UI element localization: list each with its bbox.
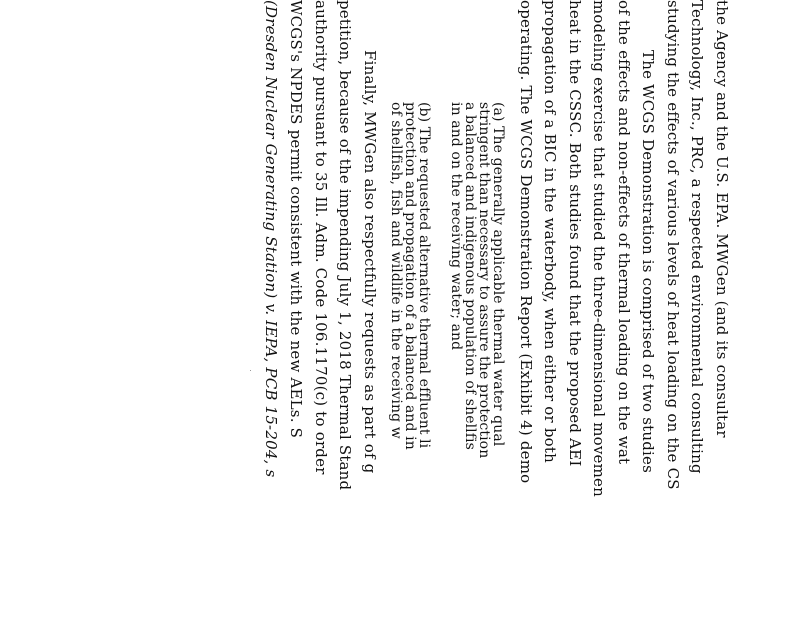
text-line: WCGS's NPDES permit consistent with the new AELs. S: [287, 0, 305, 439]
text-line: operating. The WCGS Demonstration Report (Exhibit 4) demo: [517, 0, 535, 484]
text-line: (a) The generally applicable thermal water qual: [490, 102, 506, 447]
text-line: Finally, MWGen also respectfully requests as part of g: [361, 50, 379, 474]
text-line: stringent than necessary to assure the protection: [476, 102, 492, 459]
text-line: propagation of a BIC in the waterbody, when either or both: [541, 0, 559, 463]
text-line: (Dresden Nuclear Generating Station) v. IEPA, PCB 15-204, s: [262, 0, 280, 478]
text-line: modeling exercise that studied the three-dimensional movemen: [590, 0, 608, 497]
scan-speck: [250, 370, 251, 371]
text-line: Technology, Inc., PRC, a respected environmental consulting: [688, 0, 706, 474]
text-line: heat in the CSSC. Both studies found that the proposed AEI: [566, 0, 584, 467]
text-line: protection and propagation of a balanced and in: [402, 102, 418, 450]
text-line: The WCGS Demonstration is comprised of two studies: [639, 50, 657, 473]
text-line: authority pursuant to 35 Ill. Adm. Code 106.1170(c) to order: [312, 0, 330, 475]
text-line: of the effects and non-effects of thermal loading on the wat: [615, 0, 633, 465]
text-line: petition, because of the impending July 1, 2018 Thermal Stand: [336, 0, 354, 491]
text-line: in and on the receiving water; and: [448, 102, 464, 351]
text-line: a balanced and indigenous population of shellfis: [462, 102, 478, 450]
text-line: the Agency and the U.S. EPA. MWGen (and its consultar: [713, 0, 731, 438]
text-line: of shellfish, fish and wildlife in the receiving w: [388, 102, 404, 439]
text-line: (b) The requested alternative thermal effluent li: [416, 102, 432, 449]
text-line: studying the effects of various levels of heat loading on the CS: [664, 0, 682, 490]
